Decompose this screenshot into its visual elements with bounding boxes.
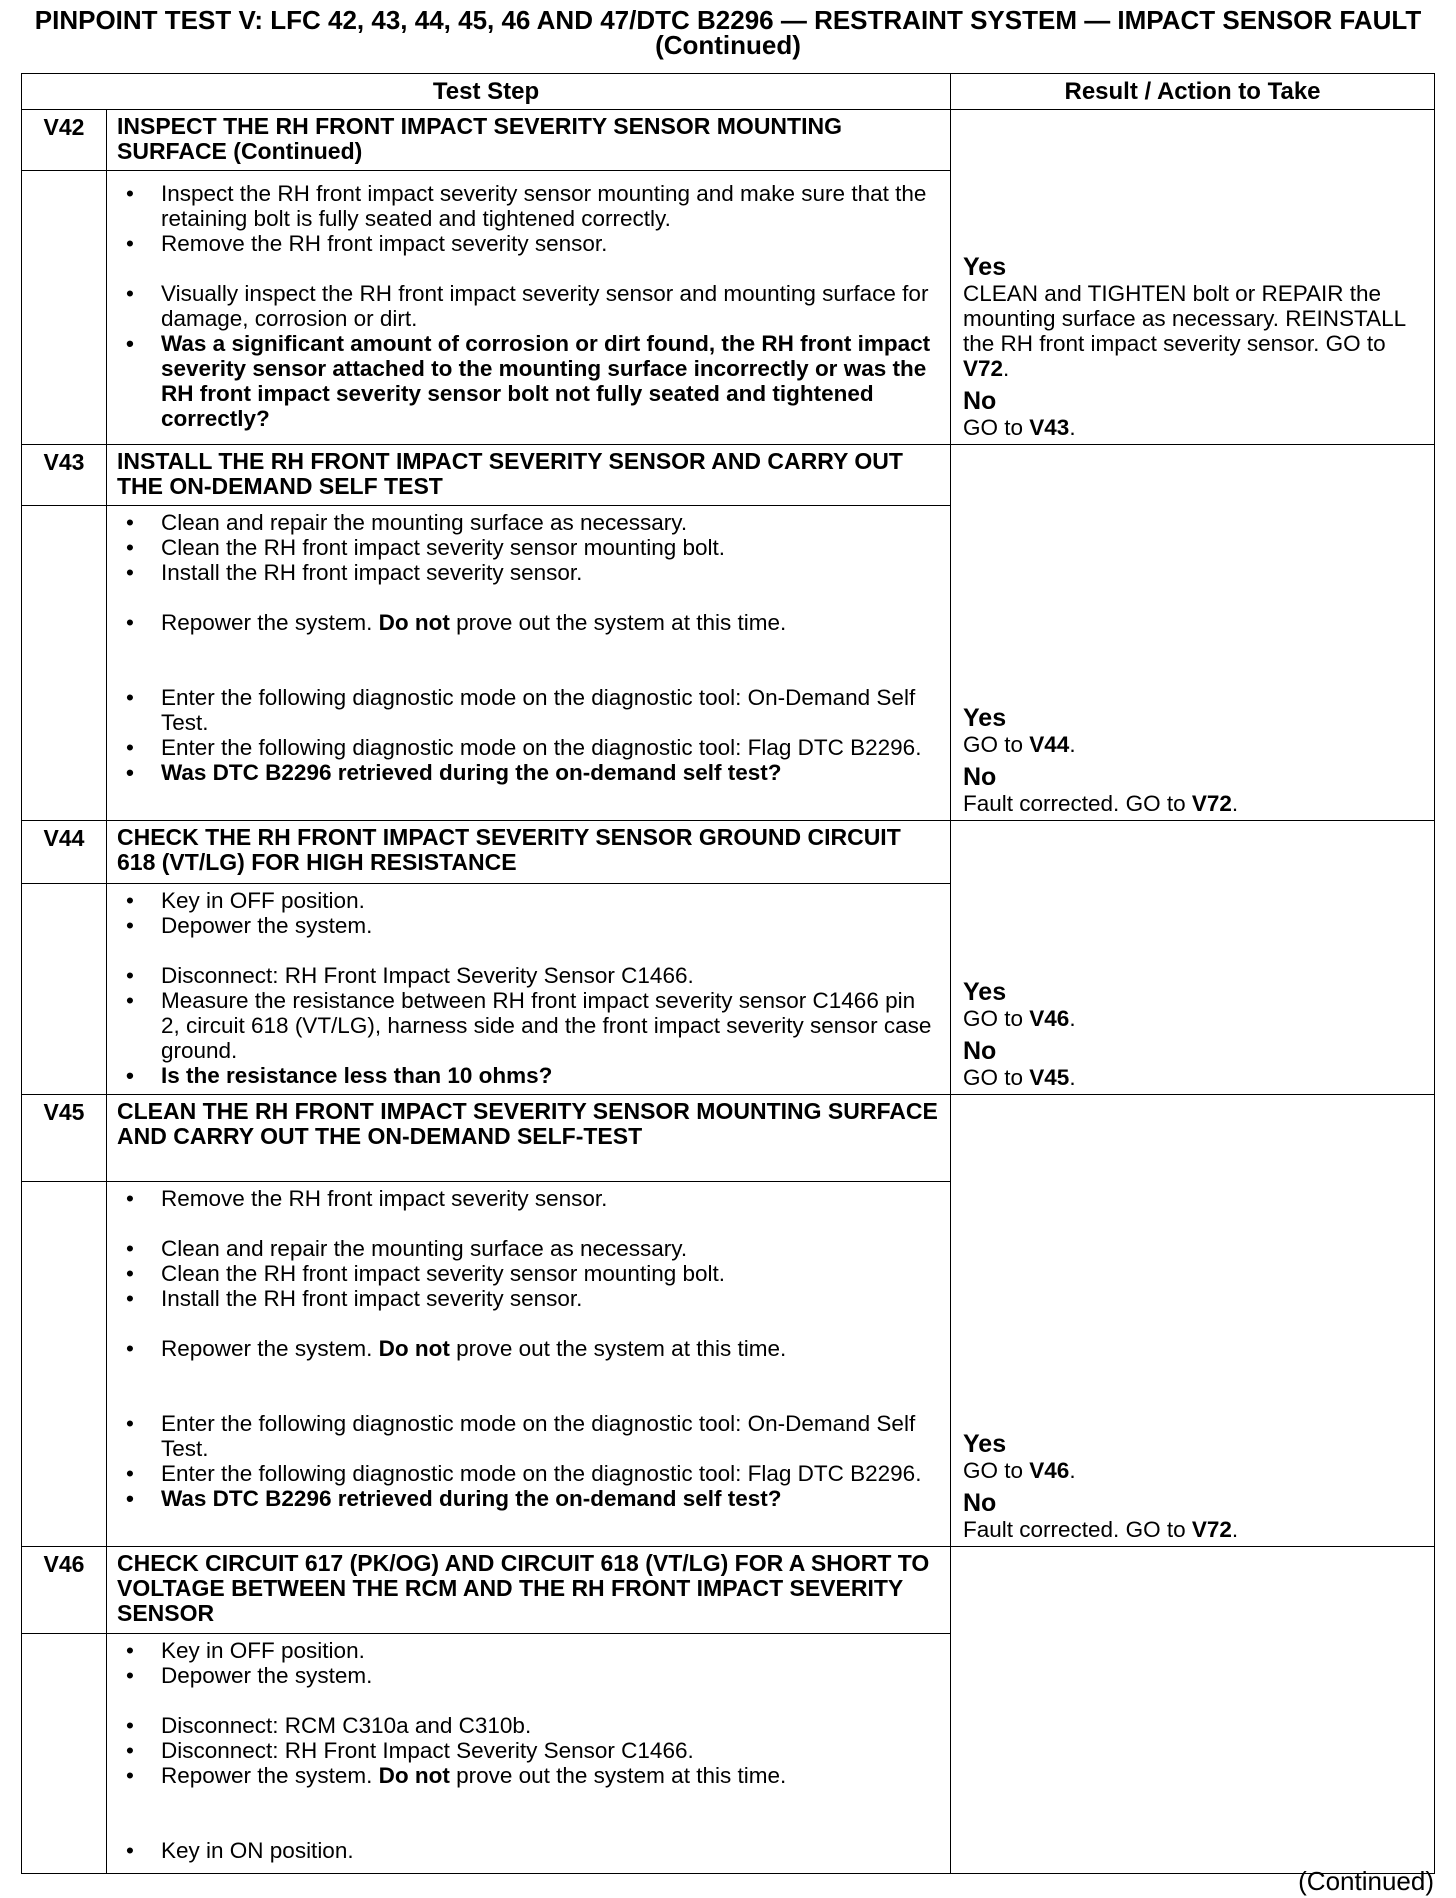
result-text: Fault corrected. GO to V72. (963, 791, 1239, 816)
list-item: • Enter the following diagnostic mode on the diagnostic tool: On-Demand Self Test. (117, 1411, 940, 1461)
list-item: • Clean the RH front impact severity sensor mounting bolt. (117, 1261, 940, 1286)
list-item: • Repower the system. Do not prove out the system at this time. (117, 1336, 940, 1361)
step-body (107, 171, 951, 445)
result-cell (951, 821, 1435, 1095)
list-item: • Clean and repair the mounting surface as necessary. (117, 1236, 940, 1261)
continued-label: (Continued) (1298, 1866, 1434, 1896)
list-item: • Repower the system. Do not prove out the system at this time. (117, 610, 940, 635)
column-header-test-step: Test Step (22, 74, 951, 110)
step-title-row (22, 1547, 1435, 1634)
result-label: No (963, 1037, 997, 1065)
step-body (107, 1182, 951, 1547)
result-text: GO to V43. (963, 415, 1076, 440)
list-item: • Disconnect: RCM C310a and C310b. (117, 1713, 940, 1738)
result-cell (951, 110, 1435, 445)
result-label: Yes (963, 704, 1007, 732)
list-item: • Key in ON position. (117, 1838, 940, 1863)
page-title: PINPOINT TEST V: LFC 42, 43, 44, 45, 46 AND 47/DTC B2296 — RESTRAINT SYSTEM — IMPACT SENSOR FAULT (Continued) (34, 5, 1422, 60)
step-id: V44 (22, 821, 107, 884)
step-body (107, 506, 951, 821)
list-item: • Remove the RH front impact severity sensor. (117, 1186, 940, 1211)
result-label: Yes (963, 978, 1007, 1006)
list-item: • Visually inspect the RH front impact severity sensor and mounting surface for damage, corrosion or dirt. (117, 281, 940, 331)
list-item: • Disconnect: RH Front Impact Severity Sensor C1466. (117, 963, 940, 988)
list-item: • Inspect the RH front impact severity sensor mounting and make sure that the retaining bolt is fully seated and tightened correctly. (117, 181, 940, 231)
list-item: • Disconnect: RH Front Impact Severity Sensor C1466. (117, 1738, 940, 1763)
result-text: GO to V46. (963, 1458, 1076, 1483)
step-title-row (22, 110, 1435, 171)
list-item: • Enter the following diagnostic mode on the diagnostic tool: On-Demand Self Test. (117, 685, 940, 735)
list-item: • Depower the system. (117, 913, 940, 938)
list-item: • Clean the RH front impact severity sensor mounting bolt. (117, 535, 940, 560)
result-label: Yes (963, 1430, 1007, 1458)
pinpoint-test-table (21, 73, 1435, 1874)
step-title-row (22, 445, 1435, 506)
step-title-row (22, 1095, 1435, 1182)
list-item: • Enter the following diagnostic mode on the diagnostic tool: Flag DTC B2296. (117, 735, 940, 760)
result-text: CLEAN and TIGHTEN bolt or REPAIR the mounting surface as necessary. REINSTALL the RH front impact severity sensor. GO to V72. (963, 281, 1406, 381)
step-title: INSTALL THE RH FRONT IMPACT SEVERITY SENSOR AND CARRY OUT THE ON-DEMAND SELF TEST (107, 445, 951, 506)
list-item: • Was DTC B2296 retrieved during the on-demand self test? (117, 760, 940, 785)
result-label: No (963, 387, 997, 415)
list-item: • Install the RH front impact severity sensor. (117, 560, 940, 585)
result-label: No (963, 763, 997, 791)
step-id: V46 (22, 1547, 107, 1634)
list-item: • Repower the system. Do not prove out the system at this time. (117, 1763, 940, 1788)
list-item: • Enter the following diagnostic mode on the diagnostic tool: Flag DTC B2296. (117, 1461, 940, 1486)
step-title: INSPECT THE RH FRONT IMPACT SEVERITY SENSOR MOUNTING SURFACE (Continued) (107, 110, 951, 171)
list-item: • Key in OFF position. (117, 1638, 940, 1663)
result-cell (951, 445, 1435, 821)
step-body (107, 884, 951, 1095)
step-id: V45 (22, 1095, 107, 1182)
step-title: CLEAN THE RH FRONT IMPACT SEVERITY SENSOR MOUNTING SURFACE AND CARRY OUT THE ON-DEMAND SELF-TEST (107, 1095, 951, 1182)
list-item: • Key in OFF position. (117, 888, 940, 913)
list-item: • Install the RH front impact severity sensor. (117, 1286, 940, 1311)
list-item: • Clean and repair the mounting surface as necessary. (117, 510, 940, 535)
result-label: No (963, 1489, 997, 1517)
list-item: • Was DTC B2296 retrieved during the on-demand self test? (117, 1486, 940, 1511)
step-title: CHECK CIRCUIT 617 (PK/OG) AND CIRCUIT 618 (VT/LG) FOR A SHORT TO VOLTAGE BETWEEN THE RCM AND THE RH FRONT IMPACT SEVERITY SENSOR (107, 1547, 951, 1634)
list-item: • Measure the resistance between RH front impact severity sensor C1466 pin 2, circuit 618 (VT/LG), harness side and the front impact severity sensor case ground. (117, 988, 940, 1063)
step-id: V43 (22, 445, 107, 506)
column-header-result: Result / Action to Take (951, 74, 1435, 110)
result-text: GO to V45. (963, 1065, 1076, 1090)
result-cell (951, 1095, 1435, 1547)
list-item: • Remove the RH front impact severity sensor. (117, 231, 940, 256)
result-label: Yes (963, 253, 1007, 281)
step-title: CHECK THE RH FRONT IMPACT SEVERITY SENSOR GROUND CIRCUIT 618 (VT/LG) FOR HIGH RESISTANCE (107, 821, 951, 884)
list-item: • Is the resistance less than 10 ohms? (117, 1063, 940, 1088)
list-item: • Depower the system. (117, 1663, 940, 1688)
result-text: GO to V44. (963, 732, 1076, 757)
result-cell (951, 1547, 1435, 1874)
step-id: V42 (22, 110, 107, 171)
result-text: Fault corrected. GO to V72. (963, 1517, 1239, 1542)
result-text: GO to V46. (963, 1006, 1076, 1031)
step-title-row (22, 821, 1435, 884)
table-header-row (22, 74, 1435, 110)
step-body (107, 1634, 951, 1874)
list-item: • Was a significant amount of corrosion or dirt found, the RH front impact severity sensor attached to the mounting surface incorrectly or was the RH front impact severity sensor bolt not fully seated and tightened correctly? (117, 331, 940, 431)
